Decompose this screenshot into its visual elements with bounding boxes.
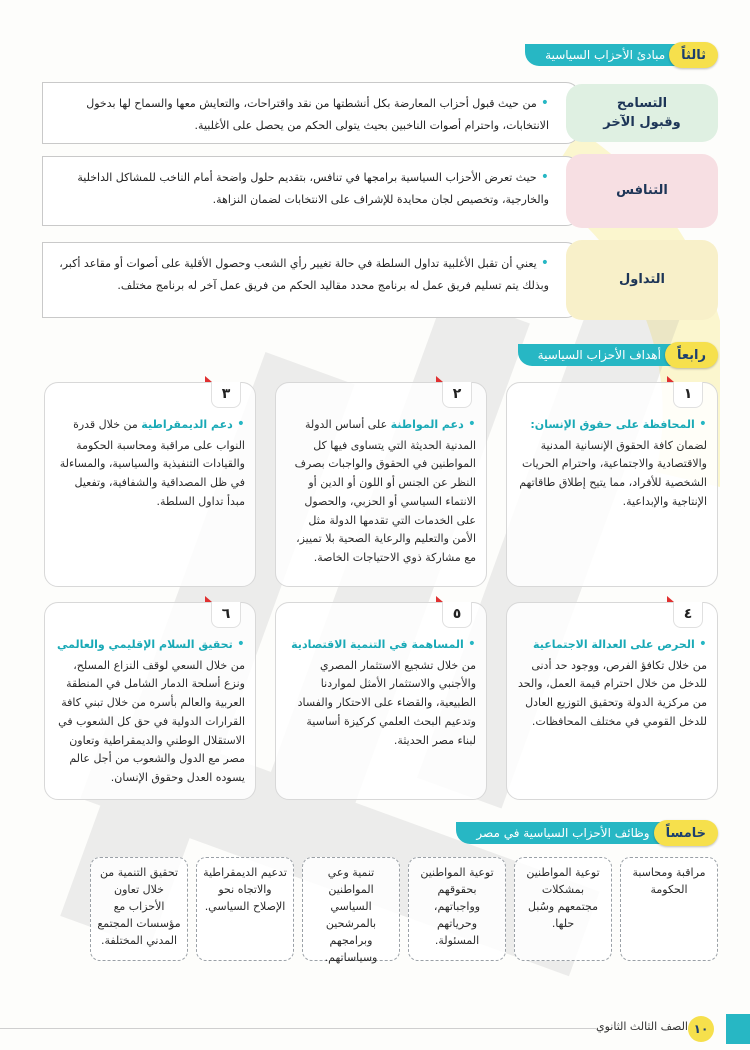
- principle-row-tolerance: [42, 84, 718, 142]
- goal-card: [506, 382, 718, 587]
- principle-text: [42, 82, 580, 144]
- goal-number: ٦: [211, 602, 241, 628]
- bullet-icon: •: [236, 416, 245, 432]
- goal-text: لضمان كافة الحقوق الإنسانية المدنية والاقتصادية والاجتماعية، واحترام الحريات الشخصية للأفراد، مما يتيح إطلاق طاقاتهم الإنتاجية والإبداعية.: [519, 438, 707, 508]
- goal-number: ٤: [673, 602, 703, 628]
- function-box: تنمية وعي المواطنين السياسي بالمرشحين وبرامجهم وسياساتهم.: [302, 857, 400, 961]
- principle-text: [42, 242, 580, 318]
- goal-title: دعم المواطنة: [390, 418, 464, 431]
- section-tag: ثالثاً: [669, 42, 718, 68]
- principle-label: [566, 240, 718, 320]
- section-title: مبادئ الأحزاب السياسية: [525, 44, 679, 66]
- goal-title: المحافظة على حقوق الإنسان:: [530, 418, 695, 431]
- principle-label-line1: التسامح: [616, 95, 668, 111]
- goal-number: ٢: [442, 382, 472, 408]
- section-tag: رابعاً: [665, 342, 718, 368]
- section-title: وظائف الأحزاب السياسية في مصر: [456, 822, 663, 844]
- bullet-icon: •: [540, 255, 549, 271]
- principle-label: [566, 84, 718, 142]
- function-box: توعية المواطنين بمشكلات مجتمعهم وسُبل حلها.: [514, 857, 612, 961]
- function-box: تحقيق التنمية من خلال تعاون الأحزاب مع مؤسسات المجتمع المدني المختلفة.: [90, 857, 188, 961]
- bullet-icon: •: [698, 416, 707, 432]
- goal-card: [275, 602, 487, 800]
- bullet-icon: •: [540, 169, 549, 185]
- principle-row-competition: [42, 154, 718, 228]
- principle-text-content: حيث تعرض الأحزاب السياسية برامجها في تنافس، بتقديم حلول واضحة أمام الناخب للمشاكل الداخلية والخارجية، وتخصيص لجان محايدة للإشراف على الانتخابات لضمان النزاهة.: [77, 171, 549, 206]
- section-tag: خامساً: [654, 820, 718, 846]
- principle-label: [566, 154, 718, 228]
- principle-label-line1: التنافس: [616, 183, 668, 199]
- goal-title: الحرص على العدالة الاجتماعية: [533, 638, 695, 651]
- goal-title: المساهمة في التنمية الاقتصادية: [291, 638, 464, 651]
- page-number: ١٠: [688, 1016, 714, 1042]
- footer-divider: [0, 1028, 596, 1029]
- grade-label: الصف الثالث الثانوي: [596, 1020, 688, 1033]
- principle-text: [42, 156, 580, 226]
- principle-text-content: من حيث قبول أحزاب المعارضة بكل أنشطتها من نقد واقتراحات، والتعايش معها والسماح لها بدخول الانتخابات، واحترام أصوات الناخبين بحيث يتولى الحكم من يحصل على الأغلبية.: [86, 97, 549, 132]
- goal-number: ١: [673, 382, 703, 408]
- footer-accent-bar: [726, 1014, 750, 1044]
- goal-text: من خلال تشجيع الاستثمار المصري والأجنبي والاستثمار الأمثل لمواردنا الطبيعية، والقضاء على الاحتكار والفساد وتدعيم البحث العلمي كركيزة أساسية لبناء مصر الحديثة.: [297, 658, 476, 747]
- goal-text: من خلال السعي لوقف النزاع المسلح، ونزع أسلحة الدمار الشامل في المنطقة العربية والعالم بأسره من خلال تبني كافة القرارات الدولية في حق كل الشعوب في الاستقلال الوطني والديمقراطية وتعاون مصر مع الدول والشعوب من أجل عالم يسوده العدل وحقوق الإنسان.: [58, 658, 245, 784]
- section-header-principles: [525, 42, 718, 68]
- principle-label-line1: التداول: [619, 272, 665, 288]
- goal-text: من خلال تكافؤ الفرص، ووجود حد أدنى للدخل من خلال احترام قيمة العمل، والحد من مركزية الدولة وتحقيق التوزيع العادل للدخل القومي في مختلف المحافظات.: [518, 658, 707, 728]
- bullet-icon: •: [698, 636, 707, 652]
- bullet-icon: •: [467, 636, 476, 652]
- goal-number: ٥: [442, 602, 472, 628]
- principle-text-content: يعني أن تقبل الأغلبية تداول السلطة في حالة تغيير رأي الشعب وحصول الأقلية على أصوات أو مقاعد أكبر، وبذلك يتم تسليم فريق عمل له برنامج محدد مقاليد الحكم من فريق عمل آخر له برنامج مختلف.: [59, 257, 549, 292]
- goal-text: من خلال قدرة النواب على مراقبة ومحاسبة الحكومة والقيادات التنفيذية والسياسية، والمساءلة في ظل المصداقية والشفافية، وتفعيل مبدأ تداول السلطة.: [59, 418, 245, 508]
- function-box: تدعيم الديمقراطية والاتجاه نحو الإصلاح السياسي.: [196, 857, 294, 961]
- goal-text: على أساس الدولة المدنية الحديثة التي يتساوى فيها كل المواطنين في الحقوق والواجبات بصرف النظر عن الجنس أو اللون أو الدين أو الانتماء السياسي أو الحزبي، والحصول على الخدمات التي تقدمها الدولة مثل الأمن والتعليم والرعاية الصحية بلا تمييز، مع مشاركة ذوي الاحتياجات الخاصة.: [294, 418, 476, 564]
- goal-card: [506, 602, 718, 800]
- goal-card: [44, 382, 256, 587]
- section-header-functions: [456, 820, 718, 846]
- bullet-icon: •: [467, 416, 476, 432]
- goal-card: [44, 602, 256, 800]
- bullet-icon: •: [236, 636, 245, 652]
- principle-label-line2: وقبول الآخر: [603, 115, 681, 130]
- section-title: أهداف الأحزاب السياسية: [518, 344, 675, 366]
- goal-title: تحقيق السلام الإقليمي والعالمي: [56, 638, 233, 651]
- section-header-goals: [518, 342, 718, 368]
- goal-title: دعم الديمقراطية: [141, 418, 233, 431]
- function-box: توعية المواطنين بحقوقهم وواجباتهم، وحرياتهم المسئولة.: [408, 857, 506, 961]
- principle-row-rotation: [42, 240, 718, 320]
- function-box: مراقبة ومحاسبة الحكومة: [620, 857, 718, 961]
- goal-number: ٣: [211, 382, 241, 408]
- bullet-icon: •: [540, 95, 549, 112]
- goal-card: [275, 382, 487, 587]
